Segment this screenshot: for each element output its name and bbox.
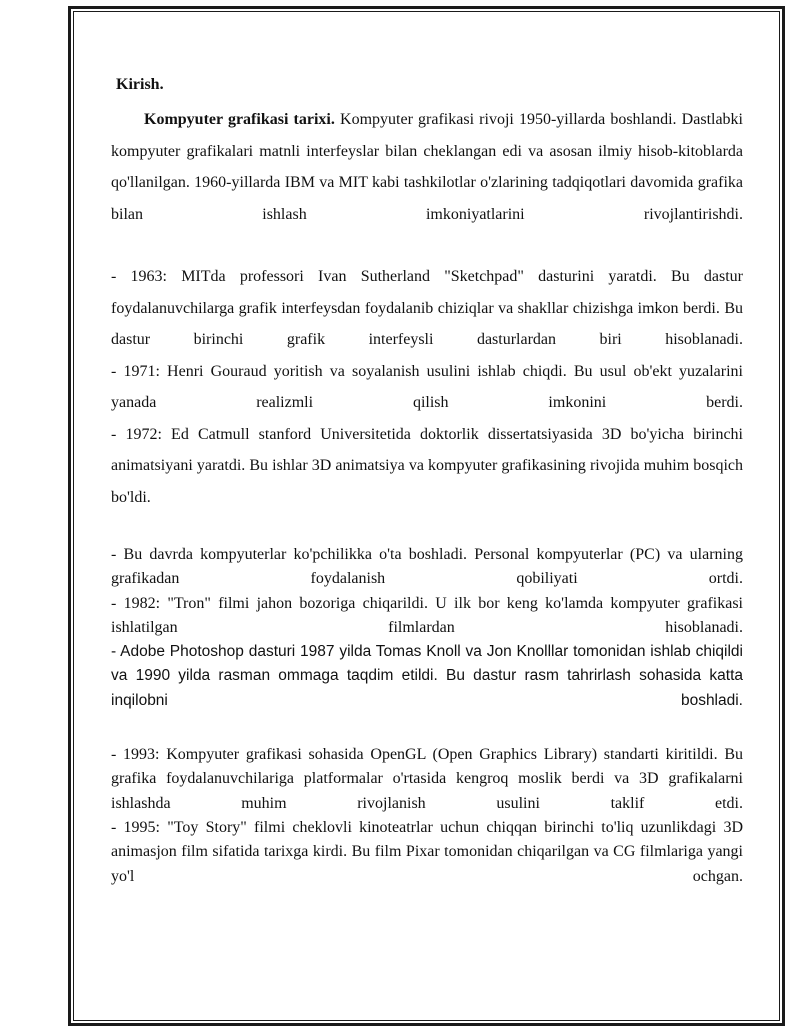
paragraph-1982: - 1982: "Tron" filmi jahon bozoriga chiqarildi. U ilk bor keng ko'lamda kompyuter grafikasi ishlatilgan filmlardan hisoblanadi. bbox=[111, 594, 743, 636]
paragraph-1972: - 1972: Ed Catmull stanford Universitetida doktorlik dissertatsiyasida 3D bo'yicha birinchi animatsiyani yaratdi. Bu ishlar 3D animatsiya va kompyuter grafikasining rivojida muhim bosqich bo'ldi. bbox=[111, 425, 743, 506]
paragraph-1993: - 1993: Kompyuter grafikasi sohasida OpenGL (Open Graphics Library) standarti kiritildi. Bu grafika foydalanuvchilariga platformalar o'rtasida kengroq moslik berdi va 3D grafikalarni ishlashda muhim rivojlanish usulini taklif etdi. bbox=[111, 746, 743, 812]
paragraph-1963: - 1963: MITda professori Ivan Sutherland "Sketchpad" dasturini yaratdi. Bu dastur foydalanuvchilarga grafik interfeysdan foydalanib chiziqlar va shakllar chizishga imkon berdi. Bu dastur birinchi grafik interfeysli dasturlardan biri hisoblanadi. bbox=[111, 268, 743, 348]
paragraph-1971: - 1971: Henri Gouraud yoritish va soyalanish usulini ishlab chiqdi. Bu usul ob'ekt yuzalarini yanada realizmli qilish imkonini berdi. bbox=[111, 362, 743, 411]
intro-paragraph bbox=[111, 104, 743, 230]
document-body bbox=[111, 76, 743, 889]
intro-text: Kompyuter grafikasi rivoji 1950-yillarda boshlandi. Dastlabki kompyuter grafikalari matnli interfeyslar bilan cheklangan edi va asosan ilmiy hisob-kitoblarda qo'llanilgan. 1960-yillarda IBM va MIT kabi tashkilotlar o'zlarining tadqiqotlari davomida grafika bilan ishlash imkoniyatlarini rivojlantirishdi. bbox=[111, 111, 744, 223]
heading-kirish: Kirish. bbox=[116, 76, 164, 93]
paragraph-pc-era: - Bu davrda kompyuterlar ko'pchilikka o'ta boshladi. Personal kompyuterlar (PC) va ularning grafikadan foydalanish qobiliyati ortdi. bbox=[111, 546, 743, 588]
paragraph-photoshop: - Adobe Photoshop dasturi 1987 yilda Tomas Knoll va Jon Knolllar tomonidan ishlab chiqildi va 1990 yilda rasman ommaga taqdim etildi. Bu dastur rasm tahrirlash sohasida katta inqilobni boshladi. bbox=[111, 643, 743, 709]
intro-bold-lead: Kompyuter grafikasi tarixi. bbox=[144, 111, 335, 128]
paragraph-1995: - 1995: "Toy Story" filmi cheklovli kinoteatrlar uchun chiqqan birinchi to'liq uzunlikdagi 3D animasjon film sifatida tarixga kirdi. Bu film Pixar tomonidan chiqarilgan va CG filmlariga yangi yo'l ochgan. bbox=[111, 818, 743, 885]
